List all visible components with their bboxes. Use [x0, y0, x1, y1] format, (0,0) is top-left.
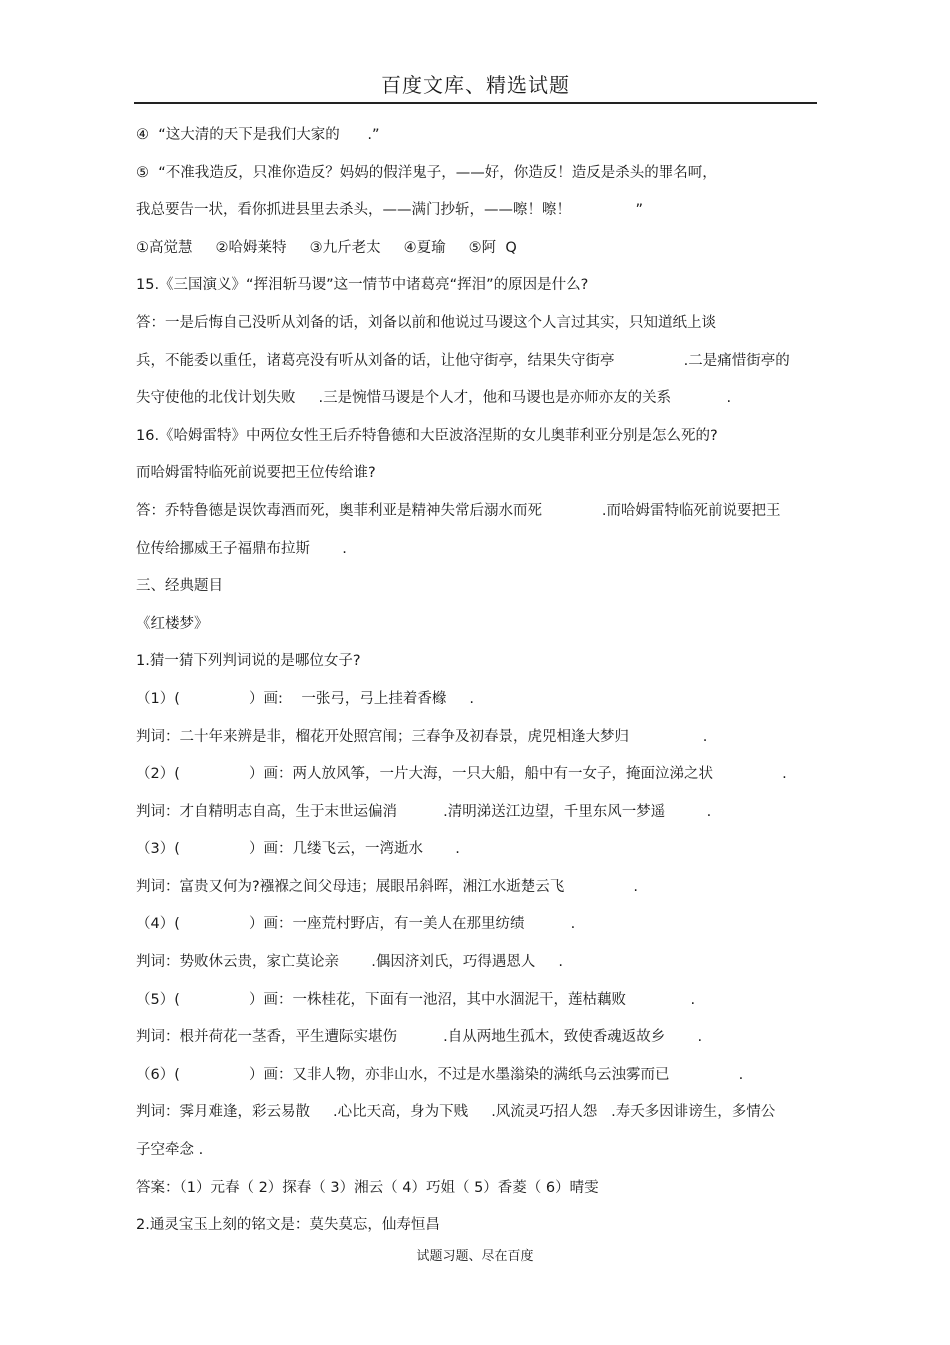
- picture-line: （4）( ）画：一座荒村野店，有一美人在那里纺绩 .: [136, 916, 576, 933]
- picture-line: （3）( ）画：几缕飞云，一湾逝水 .: [136, 841, 460, 858]
- text-line: ④ “这大清的天下是我们大家的 .”: [136, 127, 380, 143]
- page-header-title: 百度文库、精选试题: [134, 72, 817, 104]
- verdict-line: 判词：霁月难逢，彩云易散 .心比天高，身为下贱 .风流灵巧招人怨 .寿夭多因诽谤生，多情公: [136, 1104, 776, 1121]
- verdict-line: 判词：才自精明志自高，生于末世运偏消 .清明涕送江边望，千里东风一梦遥 .: [136, 803, 712, 820]
- document-body: [136, 117, 826, 1245]
- options-line: ①高觉慧 ②哈姆莱特 ③九斤老太 ④夏瑜 ⑤阿 Q: [136, 239, 517, 256]
- verdict-line: 判词：富贵又何为?襁褓之间父母违；展眼吊斜晖，湘江水逝楚云飞 .: [136, 878, 638, 895]
- answer-line: 位传给挪威王子福鼎布拉斯 .: [136, 540, 347, 557]
- question-16: 16.《哈姆雷特》中两位女性王后乔特鲁德和大臣波洛涅斯的女儿奥菲利亚分别是怎么死的?: [136, 427, 718, 444]
- question-15: 15.《三国演义》“挥泪斩马谡”这一情节中诸葛亮“挥泪”的原因是什么?: [136, 277, 589, 294]
- picture-line: （6）( ）画：又非人物，亦非山水，不过是水墨滃染的满纸乌云浊雾而已 .: [136, 1066, 744, 1083]
- question-2: 2.通灵宝玉上刻的铭文是：莫失莫忘，仙寿恒昌: [136, 1217, 440, 1234]
- question-1: 1.猜一猜下列判词说的是哪位女子?: [136, 653, 361, 670]
- section-heading: 三、经典题目: [136, 578, 223, 595]
- picture-line: （2）( ）画：两人放风筝，一片大海，一只大船，船中有一女子，掩面泣涕之状 .: [136, 766, 787, 783]
- verdict-line: 判词：势败休云贵，家亡莫论亲 .偶因济刘氏，巧得遇恩人 .: [136, 954, 564, 971]
- picture-line: （5）( ）画：一株桂花，下面有一池沼，其中水涸泥干，莲枯藕败 .: [136, 991, 696, 1008]
- picture-line: （1）( ）画: 一张弓，弓上挂着香橼 .: [136, 690, 474, 707]
- book-title: 《红楼梦》: [136, 615, 209, 632]
- answer-line: 答：一是后悔自己没听从刘备的话，刘备以前和他说过马谡这个人言过其实，只知道纸上谈: [136, 314, 716, 331]
- verdict-line: 子空牵念 .: [136, 1142, 204, 1159]
- answer-line: 失守使他的北伐计划失败 .三是惋惜马谡是个人才，他和马谡也是亦师亦友的关系 .: [136, 390, 732, 407]
- answer-line: 兵，不能委以重任，诸葛亮没有听从刘备的话，让他守街亭，结果失守街亭 .二是痛惜街亭的: [136, 352, 790, 369]
- verdict-line: 判词：二十年来辨是非，榴花开处照宫闱；三春争及初春景，虎兕相逢大梦归 .: [136, 728, 708, 745]
- answer-key: 答案：（1）元春（ 2）探春（ 3）湘云（ 4）巧姐（ 5）香菱（ 6）晴雯: [136, 1179, 599, 1196]
- page-footer: 试题习题、尽在百度: [416, 1249, 534, 1264]
- answer-line: 答：乔特鲁德是误饮毒酒而死，奥菲利亚是精神失常后溺水而死 .而哈姆雷特临死前说要把王: [136, 502, 781, 519]
- question-line: 而哈姆雷特临死前说要把王位传给谁?: [136, 465, 376, 482]
- text-line: ⑤ “不准我造反，只准你造反？妈妈的假洋鬼子，——好，你造反！造反是杀头的罪名呵，: [136, 164, 717, 181]
- verdict-line: 判词：根并荷花一茎香，平生遭际实堪伤 .自从两地生孤木，致使香魂返故乡 .: [136, 1029, 703, 1046]
- text-line: 我总要告一状，看你抓进县里去杀头，——满门抄斩，——嚓！嚓！ ”: [136, 202, 644, 219]
